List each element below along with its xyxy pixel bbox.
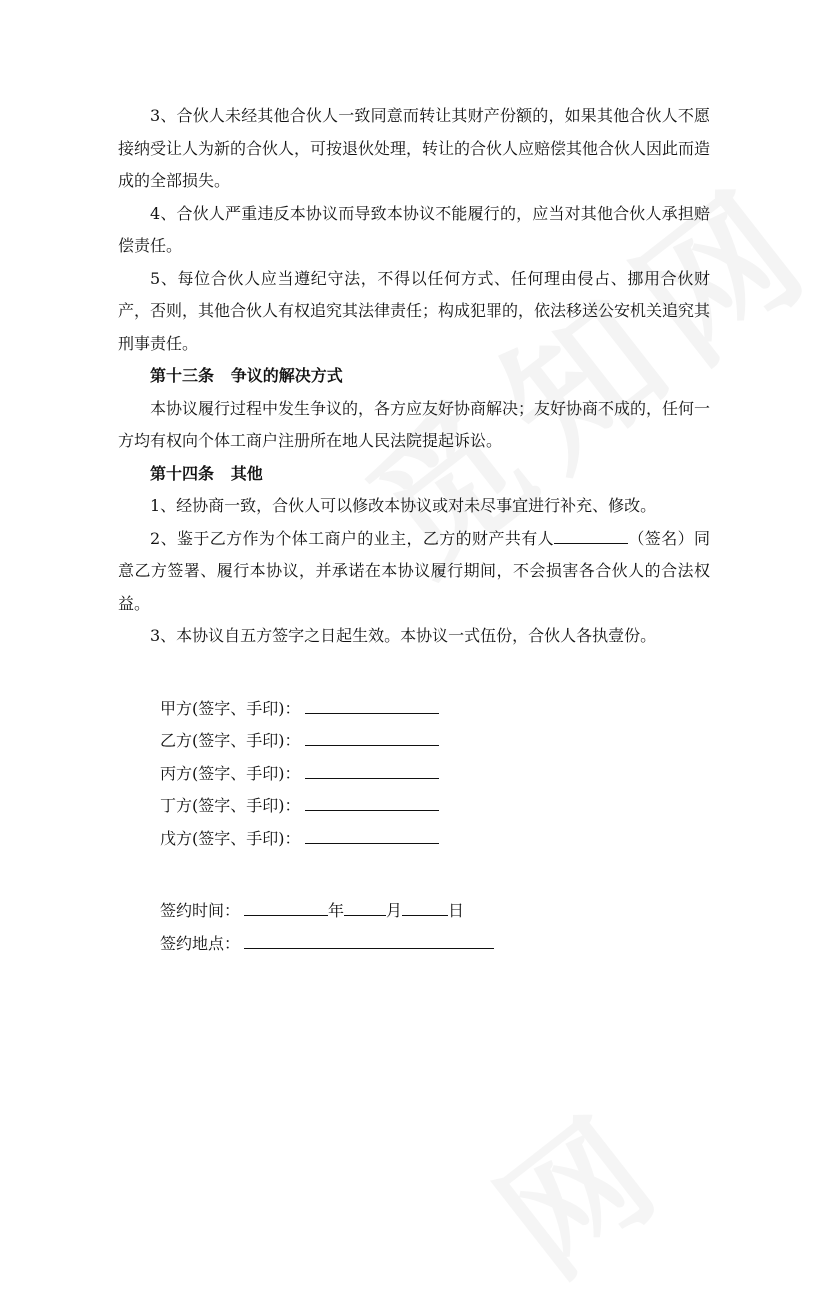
paragraph-clause-4: 4、合伙人严重违反本协议而导致本协议不能履行的，应当对其他合伙人承担赔偿责任。 bbox=[118, 203, 710, 255]
item-2-text-before: 2、鉴于乙方作为个体工商户的业主，乙方的财产共有人 bbox=[150, 528, 555, 548]
signature-blank[interactable] bbox=[305, 764, 439, 779]
document-body bbox=[118, 100, 710, 960]
paragraph-clause-3: 3、合伙人未经其他合伙人一致同意而转让其财产份额的，如果其他合伙人不愿接纳受让人为新的合伙人，可按退伙处理，转让的合伙人应赔偿其他合伙人因此而造成的全部损失。 bbox=[118, 106, 711, 190]
year-blank[interactable] bbox=[244, 901, 328, 916]
signing-place-line bbox=[118, 928, 710, 961]
signature-label: 丙方(签字、手印)： bbox=[160, 763, 301, 783]
signature-blank[interactable] bbox=[305, 731, 439, 746]
place-blank[interactable] bbox=[244, 934, 494, 949]
signature-line-party-b bbox=[118, 725, 710, 758]
month-label: 月 bbox=[386, 901, 403, 920]
signature-line-party-e bbox=[118, 823, 710, 856]
watermark-fragment bbox=[453, 1068, 687, 1313]
article-14-heading: 第十四条 其他 bbox=[150, 463, 263, 483]
year-label: 年 bbox=[328, 901, 345, 920]
spouse-signature-blank[interactable] bbox=[554, 529, 628, 544]
signature-line-party-c bbox=[118, 758, 710, 791]
signature-blank[interactable] bbox=[305, 829, 439, 844]
signing-place-label: 签约地点： bbox=[160, 933, 241, 953]
article-14-item-2 bbox=[118, 523, 710, 621]
signature-line-party-d bbox=[118, 790, 710, 823]
signature-label: 丁方(签字、手印)： bbox=[160, 796, 301, 815]
signing-date-line bbox=[118, 895, 710, 928]
signature-line-party-a bbox=[118, 693, 710, 726]
article-13-heading: 第十三条 争议的解决方式 bbox=[150, 366, 343, 385]
paragraph-clause-5: 5、每位合伙人应当遵纪守法，不得以任何方式、任何理由侵占、挪用合伙财产，否则，其他合伙人有权追究其法律责任；构成犯罪的，依法移送公安机关追究其刑事责任。 bbox=[118, 268, 711, 353]
signature-label: 甲方(签字、手印)： bbox=[160, 698, 301, 718]
signature-blank[interactable] bbox=[305, 796, 439, 811]
signing-info-block bbox=[118, 895, 710, 960]
signature-label: 乙方(签字、手印)： bbox=[160, 731, 301, 750]
signature-blank[interactable] bbox=[305, 699, 439, 714]
article-14-item-1: 1、经协商一致，合伙人可以修改本协议或对未尽事宜进行补充、修改。 bbox=[150, 496, 657, 515]
signing-date-label: 签约时间： bbox=[160, 901, 241, 920]
article-14-item-3: 3、本协议自五方签字之日起生效。本协议一式伍份，合伙人各执壹份。 bbox=[150, 626, 657, 645]
day-blank[interactable] bbox=[402, 901, 448, 916]
article-13-text: 本协议履行过程中发生争议的，各方应友好协商解决；友好协商不成的，任何一方均有权向个体工商户注册所在地人民法院提起诉讼。 bbox=[118, 398, 711, 450]
signature-block bbox=[118, 693, 710, 856]
day-label: 日 bbox=[448, 901, 465, 920]
item-2-text-after: （签名）同意乙方签署、履行本协议，并承诺在本协议履行期间，不会损害各合伙人的合法权益。 bbox=[118, 528, 710, 613]
signature-label: 戊方(签字、手印)： bbox=[160, 828, 301, 848]
month-blank[interactable] bbox=[344, 901, 386, 916]
